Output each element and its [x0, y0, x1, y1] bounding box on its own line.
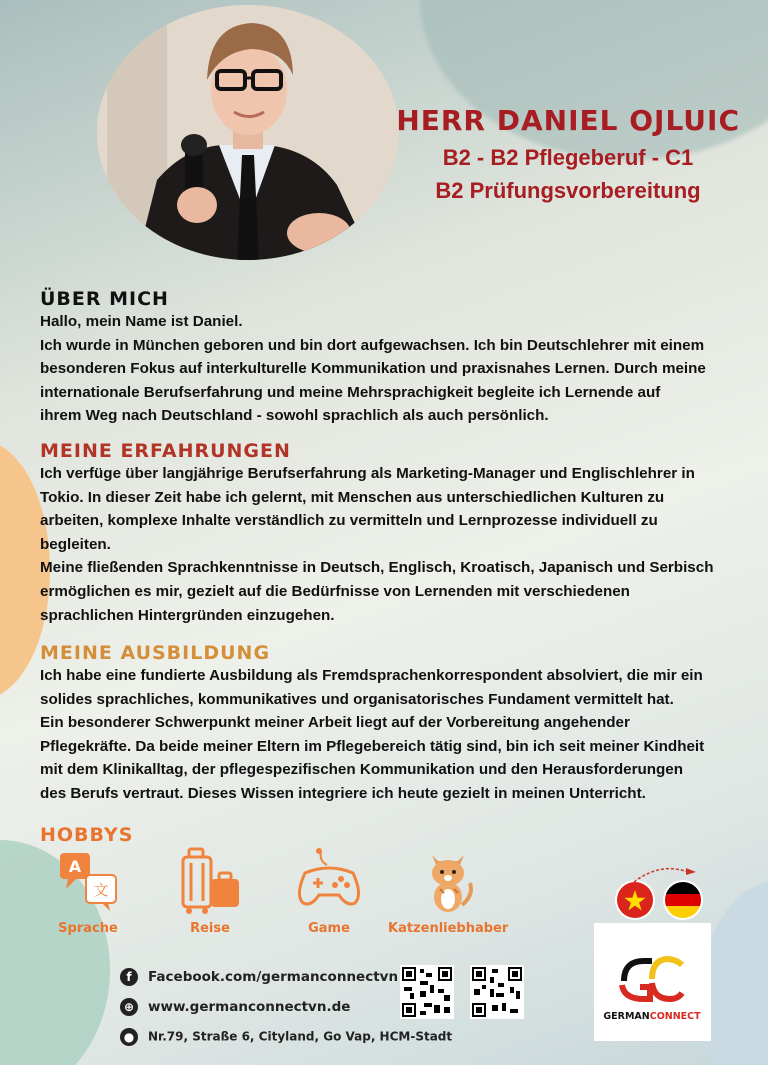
- hobby-label: Reise: [190, 921, 230, 936]
- qr-code[interactable]: [470, 965, 524, 1019]
- about-text: [40, 310, 740, 428]
- gamepad-icon: [293, 845, 365, 915]
- address-row: [120, 1028, 452, 1046]
- logo-brand-part2: CONNECT: [649, 1011, 701, 1022]
- hobby-item: [388, 845, 508, 936]
- qr-code[interactable]: [400, 965, 454, 1019]
- experience-text: [40, 462, 740, 627]
- svg-text:A: A: [68, 857, 82, 876]
- about-section: [40, 288, 740, 428]
- profile-photo: [97, 5, 399, 260]
- hobby-label: Sprache: [58, 921, 118, 936]
- text-line: Meine fließenden Sprachkenntnisse in Deutsch, Englisch, Kroatisch, Japanisch und Serbisch: [40, 559, 714, 577]
- text-line: Ich wurde in München geboren und bin dort aufgewachsen. Ich bin Deutschlehrer mit einem: [40, 336, 705, 354]
- facebook-link[interactable]: Facebook.com/germanconnectvn: [148, 969, 399, 985]
- text-line: ermöglichen es mir, gezielt auf die Bedürfnisse von Lernenden mit verschiedenen: [40, 582, 630, 600]
- facebook-icon: f: [120, 968, 138, 986]
- text-line: Ein besonderer Schwerpunkt meiner Arbeit liegt auf der Vorbereitung angehender: [40, 714, 630, 732]
- text-line: begleiten.: [40, 535, 111, 553]
- website-link[interactable]: www.germanconnectvn.de: [148, 999, 351, 1015]
- globe-icon: ⊕: [120, 998, 138, 1016]
- luggage-icon: [175, 845, 245, 915]
- hobby-item: [150, 845, 270, 936]
- hobby-item: [28, 845, 148, 936]
- text-line: internationale Berufserfahrung und meine Mehrsprachigkeit begleite ich Lernende auf: [40, 383, 661, 401]
- experience-section: [40, 440, 740, 627]
- about-heading: ÜBER MICH: [40, 288, 169, 310]
- vietnam-flag-icon: [615, 880, 655, 920]
- text-line: arbeiten, komplexe Inhalte verständlich zu vermitteln und Lernprozesse individuell zu: [40, 512, 658, 530]
- text-line: Ich verfüge über langjährige Berufserfahrung als Marketing-Manager und Englischlehrer in: [40, 465, 695, 482]
- text-line: Hallo, mein Name ist Daniel.: [40, 313, 243, 330]
- hobbies-heading: HOBBYS: [40, 824, 134, 846]
- text-line: ihrem Weg nach Deutschland - sowohl sprachlich als auch persönlich.: [40, 407, 549, 425]
- hobby-label: Katzenliebhaber: [388, 921, 509, 936]
- education-heading: MEINE AUSBILDUNG: [40, 642, 271, 664]
- text-line: Ich habe eine fundierte Ausbildung als Fremdsprachenkorrespondent absolviert, die mir ein: [40, 667, 703, 684]
- hobby-item: [269, 845, 389, 936]
- experience-heading: MEINE ERFAHRUNGEN: [40, 440, 291, 462]
- exam-subtitle: B2 Prüfungsvorbereitung: [435, 178, 701, 203]
- hobbies-section: [40, 824, 740, 846]
- facebook-row[interactable]: [120, 968, 398, 986]
- text-line: des Berufs vertraut. Dieses Wissen integriere ich heute gezielt in meinen Unterricht.: [40, 784, 646, 802]
- germany-flag-icon: [663, 880, 703, 920]
- education-text: [40, 664, 740, 806]
- education-section: [40, 642, 740, 806]
- address-text: Nr.79, Straße 6, Cityland, Go Vap, HCM-Stadt: [148, 1029, 453, 1044]
- text-line: Pflegekräfte. Da beide meiner Eltern im Pflegebereich tätig sind, bin ich seit meiner Kindheit: [40, 737, 705, 755]
- text-line: mit dem Klinikalltag, der pflegespezifischen Kommunikation und den Herausforderungen: [40, 761, 684, 779]
- germanconnect-logo: [594, 923, 711, 1041]
- text-line: sprachlichen Hintergründen einzugehen.: [40, 606, 335, 624]
- cat-icon: [418, 845, 478, 915]
- text-line: Tokio. In dieser Zeit habe ich gelernt, mit Menschen aus unterschiedlichen Kulturen zu: [40, 488, 665, 506]
- svg-text:文: 文: [93, 881, 109, 899]
- svg-text:GERMANCONNECT: [603, 1011, 701, 1022]
- airplane-route-icon: [630, 862, 700, 884]
- text-line: besonderen Fokus auf interkulturelle Kommunikation und praxisnahes Lernen. Durch meine: [40, 360, 706, 378]
- level-subtitle: B2 - B2 Pflegeberuf - C1: [442, 145, 694, 170]
- text-line: solides sprachliches, kommunikatives und organisatorisches Fundament vermittelt hat.: [40, 690, 674, 708]
- website-row[interactable]: [120, 998, 350, 1016]
- location-pin-icon: ●: [120, 1028, 138, 1046]
- hobby-label: Game: [308, 921, 350, 936]
- translate-icon: [56, 845, 120, 915]
- logo-brand-part1: GERMAN: [603, 1011, 650, 1022]
- teacher-name: HERR DANIEL OJLUIC: [396, 104, 740, 137]
